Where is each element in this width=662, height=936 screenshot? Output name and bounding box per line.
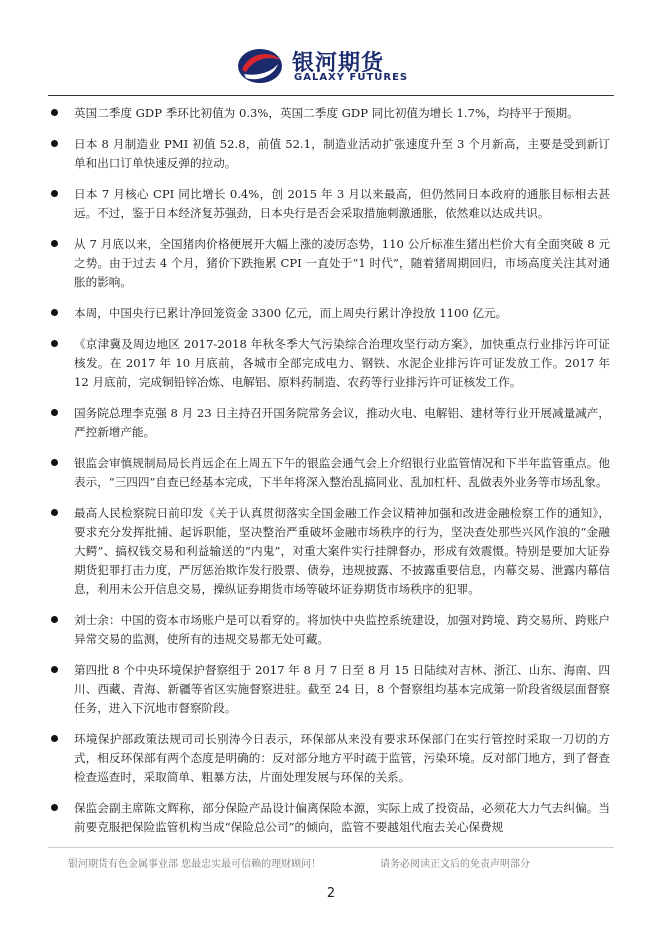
- list-item: [48, 404, 610, 442]
- bullet-icon: [51, 190, 58, 197]
- footer-left-text: 银河期货有色金属事业部 您最忠实最可信赖的理财顾问！: [68, 859, 322, 870]
- list-item-text: 日本 7 月核心 CPI 同比增长 0.4%，创 2015 年 3 月以来最高，但仍然同日本政府的通胀目标相去甚远。不过，鉴于日本经济复苏强劲，日本央行是否会采取措施刺激通胀，依然难以达成共识。: [74, 187, 610, 220]
- list-item: [48, 661, 610, 718]
- bullet-icon: [51, 240, 58, 247]
- footer-disclaimer-text: 请务必阅读正文后的免责声明部分: [380, 859, 530, 870]
- list-item-text: 日本 8 月制造业 PMI 初值 52.8，前值 52.1，制造业活动扩张速度升至 3 个月新高，主要是受到新订单和出口订单快速反弹的拉动。: [74, 137, 610, 170]
- list-item: [48, 611, 610, 649]
- list-item-text: 本周，中国央行已累计净回笼资金 3300 亿元，而上周央行累计净投放 1100 亿元。: [74, 306, 508, 320]
- bullet-icon: [51, 109, 58, 116]
- galaxy-futures-logo-icon: [236, 46, 284, 86]
- list-item: [48, 185, 610, 223]
- bullet-icon: [51, 735, 58, 742]
- page-header: [0, 0, 662, 92]
- brand-name-en: GALAXY FUTURES: [294, 72, 409, 83]
- list-item: [48, 135, 610, 173]
- list-item-text: 第四批 8 个中央环境保护督察组于 2017 年 8 月 7 日至 8 月 15 日陆续对吉林、浙江、山东、海南、四川、西藏、青海、新疆等省区实施督察进驻。截至 24 日，8 个督察组均基本完成第一阶段省级层面督察任务，进入下沉地市督察阶段。: [74, 663, 610, 715]
- bullet-list: [48, 104, 610, 849]
- list-item: [48, 730, 610, 787]
- page-number: 2: [326, 886, 336, 901]
- list-item: [48, 335, 610, 392]
- list-item-text: 银监会审慎规制局局长肖远企在上周五下午的银监会通气会上介绍银行业监管情况和下半年监管重点。他表示，“三四四”自查已经基本完成，下半年将深入整治乱搞同业、乱加杠杆、乱做表外业务等市场乱象。: [74, 456, 610, 489]
- list-item-text: 保监会副主席陈文辉称，部分保险产品设计偏离保险本源，实际上成了投资品，必须花大力气去纠偏。当前要克服把保险监管机构当成“保险总公司”的倾向，监管不要越俎代庖去关心保费规: [74, 801, 610, 834]
- list-item: [48, 104, 610, 123]
- header-divider: [48, 95, 614, 96]
- list-item: [48, 504, 610, 599]
- bullet-icon: [51, 309, 58, 316]
- list-item-text: 最高人民检察院日前印发《关于认真贯彻落实全国金融工作会议精神加强和改进金融检察工作的通知》，要求充分发挥批捕、起诉职能，坚决整治严重破坏金融市场秩序的行为，坚决查处那些兴风作浪的“金融大鳄”、搞权钱交易和利益输送的“内鬼”，对重大案件实行挂牌督办，形成有效震慑。特别是要加大证券期货犯罪打击力度，严厉惩治欺诈发行股票、债券，违规披露、不披露重要信息，内幕交易、泄露内幕信息，利用未公开信息交易，操纵证券期货市场等破坏证券期货市场秩序的犯罪。: [74, 506, 610, 596]
- list-item-text: 环境保护部政策法规司司长别涛今日表示，环保部从来没有要求环保部门在实行管控时采取一刀切的方式，相反环保部有两个态度是明确的：反对部分地方平时疏于监管，污染环境。反对部门地方，到了督查检查巡查时，采取简单、粗暴方法，片面处理发展与环保的关系。: [74, 732, 610, 784]
- list-item-text: 刘士余：中国的资本市场账户是可以看穿的。将加快中央监控系统建设，加强对跨境、跨交易所、跨账户异常交易的监测，使所有的违规交易都无处可藏。: [74, 613, 610, 646]
- footer-divider: [48, 847, 614, 848]
- bullet-icon: [51, 666, 58, 673]
- bullet-icon: [51, 140, 58, 147]
- bullet-icon: [51, 340, 58, 347]
- bullet-icon: [51, 616, 58, 623]
- brand-name-cn: 银河期货: [292, 51, 385, 76]
- bullet-icon: [51, 409, 58, 416]
- list-item: [48, 799, 610, 837]
- list-item: [48, 454, 610, 492]
- list-item: [48, 235, 610, 292]
- list-item-text: 《京津冀及周边地区 2017-2018 年秋冬季大气污染综合治理攻坚行动方案》，加快重点行业排污许可证核发。在 2017 年 10 月底前，各城市全部完成电力、钢铁、水泥企业排污许可证发放工作。2017 年 12 月底前，完成铜铅锌冶炼、电解铝、原料药制造、农药等行业排污许可证核发工作。: [74, 337, 610, 389]
- list-item-text: 英国二季度 GDP 季环比初值为 0.3%，英国二季度 GDP 同比初值为增长 1.7%，均持平于预期。: [74, 106, 579, 120]
- list-item-text: 国务院总理李克强 8 月 23 日主持召开国务院常务会议，推动火电、电解铝、建材等行业开展减量减产，严控新增产能。: [74, 406, 610, 439]
- bullet-icon: [51, 509, 58, 516]
- list-item: [48, 304, 610, 323]
- bullet-icon: [51, 459, 58, 466]
- bullet-icon: [51, 804, 58, 811]
- list-item-text: 从 7 月底以来，全国猪肉价格便展开大幅上涨的凌厉态势，110 公斤标准生猪出栏价大有全面突破 8 元之势。由于过去 4 个月，猪价下跌拖累 CPI 一直处于“1 时代”，随着猪周期回归，市场高度关注其对通胀的影响。: [74, 237, 610, 289]
